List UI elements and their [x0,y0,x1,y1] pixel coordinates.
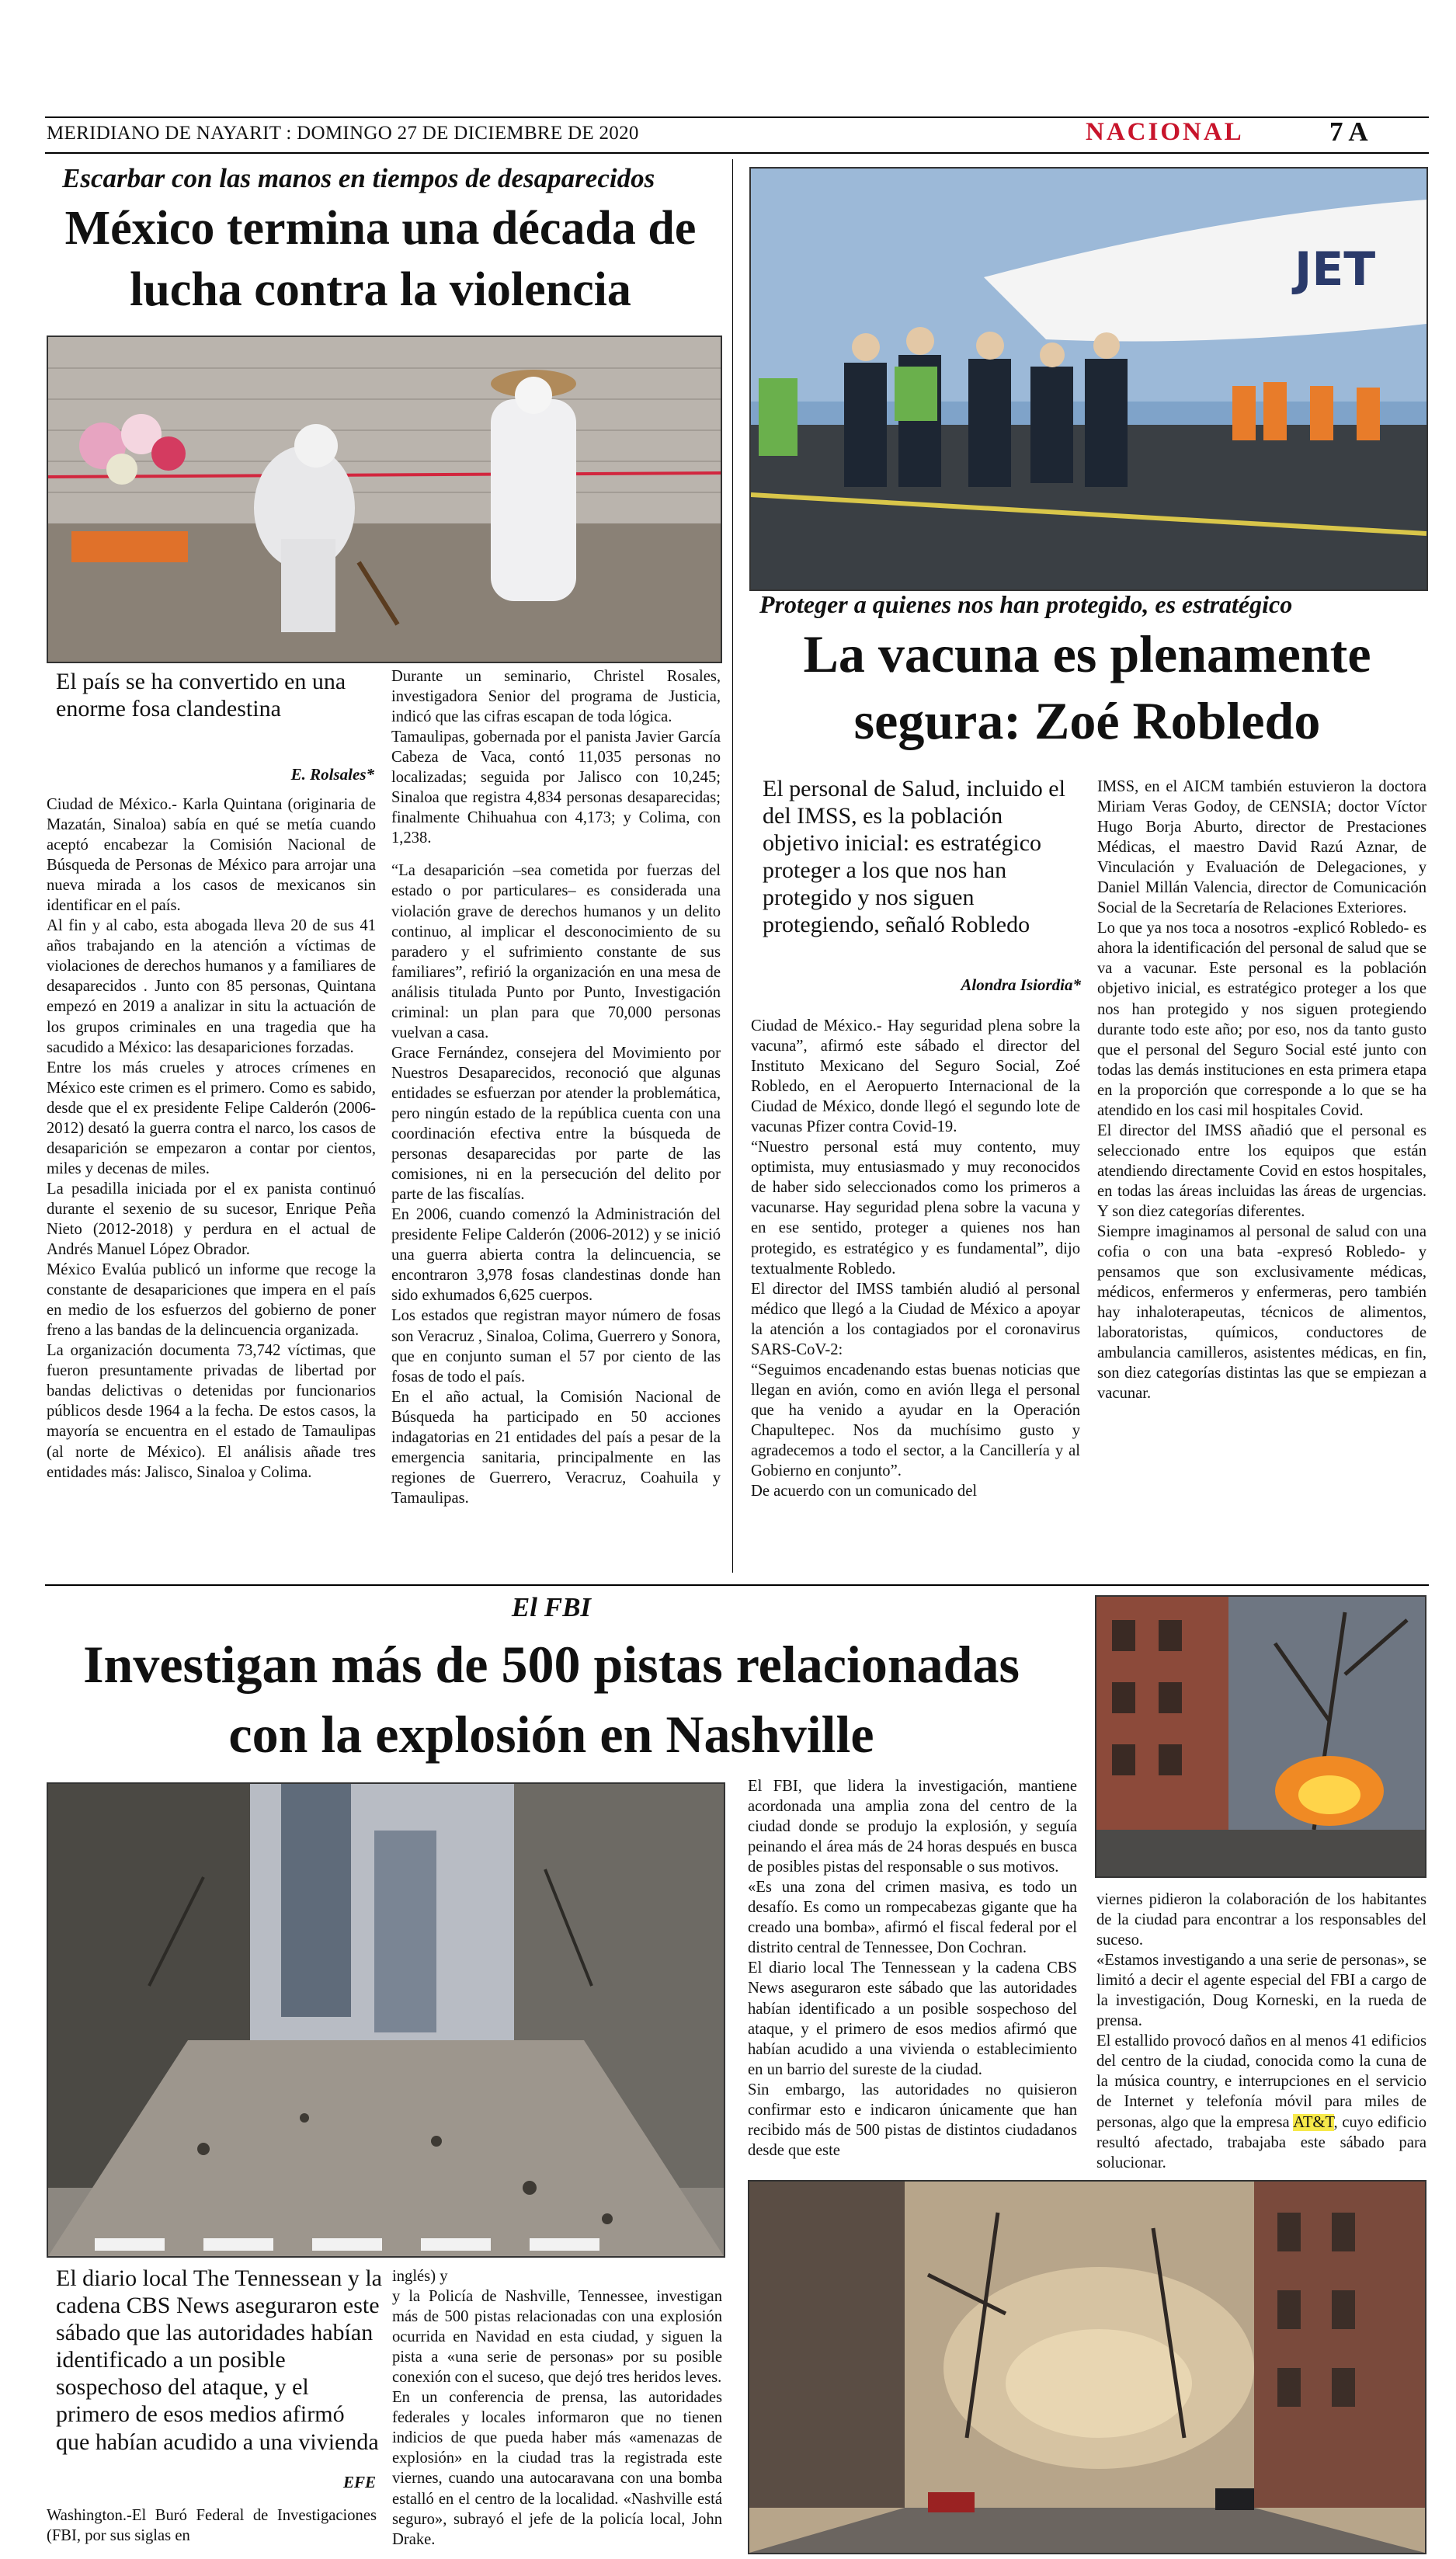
article2-deck: El personal de Salud, incluido el del IMSS, es la población objetivo inicial: es estratégico proteger a los que nos han protegido y nos siguen protegiendo, señaló Robledo [763,776,1065,938]
paragraph: El diario local The Tennessean y la cadena CBS News aseguraron este sábado que las autoridades habían identificado a un posible sospechoso del ataque, y el primero de esos medios afirmó que habían acudido a una vivienda o establecimiento en un barrio del sureste de la ciudad. [748,1959,1077,2078]
paragraph: La organización documenta 73,742 víctimas, que fueron presuntamente privadas de libertad por bandas delictivas o detenidas por funcionarios públicos desde 1964 a la fecha. De estos casos, la mayoría se encuentra en el estado de Tamaulipas (al norte de México). El análisis añade tres entidades más: Jalisco, Sinaloa y Colima. [47,1342,376,1481]
paragraph: Sin embargo, las autoridades no quisieron confirmar esto e indicaron únicamente que han recibido más de 500 pistas de distintos ciudadanos desde que este [748,2081,1077,2159]
article1-headline: México termina una década de lucha contra la violencia [64,202,697,317]
svg-text:JET: JET [1294,242,1376,297]
paragraph: Lo que ya nos toca a nosotros -explicó Robledo- es ahora la identificación del personal de salud que se va a vacunar. Este personal es la población objetivo inicial, es estratégico proteger a los que nos han protegido y nos siguen protegiendo durante todo este año; por eso, nos da tanto gusto que el personal del Seguro Social esté junto con todas las demás instituciones en esta primera etapa en la proporción que corresponde a lo que se ha atendido en los casi mil hospitales Covid. [1097,920,1426,1119]
paragraph: y la Policía de Nashville, Tennessee, investigan más de 500 pistas relacionadas con una explosión ocurrida en Navidad en esta ciudad, y siguen la pista a «una serie de personas» por su posible conexión con el suceso, que dejó tres heridos leves. [392,2288,722,2387]
article3-column-d [1096,1890,1426,2173]
article2-kicker: Proteger a quienes nos han protegido, es estratégico [759,590,1293,618]
article1-column-2 [391,666,721,1508]
text-run: El estallido provocó daños en al menos 41 edificios del centro de la ciudad, conocida como la cuna de la música country, e interrupciones en el servicio de Internet y telefonía móvil para miles de personas, algo que la empresa [1096,2032,1426,2131]
page-number: 7 A [1329,116,1368,147]
article2-photo [749,167,1428,591]
paragraph: En 2006, cuando comenzó la Administración del presidente Felipe Calderón (2006-2012) y se inició una guerra abierta contra la delincuencia, se encontraron 3,978 fosas clandestinas donde han sido exhumados 6,625 cuerpos. [391,1206,721,1305]
highlighted-text: AT&T [1293,2113,1334,2131]
article3-column-b [392,2266,722,2550]
paragraph: «Estamos investigando a una serie de personas», se limitó a decir el agente especial del FBI a cargo de la investigación, Doug Korneski, en la rueda de prensa. [1096,1952,1426,2030]
paragraph [1096,2031,1426,2172]
paragraph: Grace Fernández, consejera del Movimiento por Nuestros Desaparecidos, reconoció que algunas entidades se esfuerzan por atender la problemática, pero ningún estado de la república cuenta con una coordinación efectiva entre la búsqueda de personas desaparecidas por parte de las comisiones, ni en la persecución del delito por parte de las fiscalías. [391,1044,721,1204]
article3-headline: Investigan más de 500 pistas relacionadas con la explosión en Nashville [83,1635,1020,1765]
article1-deck: El país se ha convertido en una enorme fosa clandestina [56,669,346,722]
article2-column-2 [1097,777,1426,1403]
paragraph: Durante un seminario, Christel Rosales, investigadora Senior del programa de Justicia, indicó que las cifras escapan de toda lógica. [391,668,721,726]
column-divider [732,159,733,1573]
article1-column-1 [47,794,376,1483]
article2-headline: La vacuna es plenamente segura: Zoé Robledo [803,624,1371,750]
article3-byline: EFE [342,2473,376,2491]
paragraph: Al fin y al cabo, esta abogada lleva 20 de sus 41 años trabajando en la atención a víctimas de violaciones de derechos humanos y a familiares de desaparecidos . Junto con 85 personas, Quintana empezó en 2019 a analizar in situ la actuación de los grupos criminales en una tragedia que ha sacudido a México: las desapariciones forzadas. [47,917,376,1056]
paragraph: El director del IMSS añadió que el personal es seleccionado entre los equipos que están atendiendo directamente Covid en estos hospitales, en todas las áreas incluidas las áreas de urgencias. Y son diez categorías diferentes. [1097,1121,1426,1220]
paragraph: inglés) y [392,2268,448,2285]
paragraph: IMSS, en el AICM también estuvieron la doctora Miriam Veras Godoy, de CENSIA; doctor Víctor Hugo Borja Aburto, director de Prestaciones Médicas, el maestro David Razú Aznar, de Vinculación y Evaluación de Delegaciones, y Daniel Millán Valencia, director de Comunicación Social de la Secretaría de Relaciones Exteriores. [1097,778,1426,917]
section-divider [45,1584,1429,1586]
article3-column-c [748,1776,1077,2161]
article3-right-top-photo [1095,1595,1426,1878]
article2-byline: Alondra Isiordia* [961,975,1081,994]
paragraph: Tamaulipas, gobernada por el panista Javier García Cabeza de Vaca, contó 11,035 personas no localizadas; seguida por Jalisco con 10,245; Sinaloa que registra 4,834 personas desaparecidas; finalmente Chihuahua con 4,173; y Colima, con 1,238. [391,728,721,847]
article2-column-1 [751,1016,1080,1501]
article1-photo [47,336,722,663]
article1-kicker: Escarbar con las manos en tiempos de desaparecidos [62,163,655,193]
header-rule [45,152,1429,154]
paragraph: Entre los más crueles y atroces crímenes en México este crimen es el primero. Como es sabido, desde que el ex presidente Felipe Calderón (2006-2012) desató la guerra contra el narco, los casos de desaparición se empezaron a contar por cientos, miles y decenas de miles. [47,1059,376,1177]
article3-column-a [47,2505,377,2546]
paragraph: Ciudad de México.- Karla Quintana (originaria de Mazatán, Sinaloa) sabía en qué se metía cuando aceptó encabezar la Comisión Nacional de Búsqueda de Personas de México para arrojar una nueva mirada a los casos de mexicanos sin identificar en el país. [47,796,376,915]
paragraph: La pesadilla iniciada por el ex panista continuó durante el sexenio de su sucesor, Enrique Peña Nieto (2012-2018) y perdura en el actual de Andrés Manuel López Obrador. [47,1180,376,1259]
article1-byline: E. Rolsales* [290,765,374,784]
paragraph: «Es una zona del crimen masiva, es todo un desafío. Es como un rompecabezas gigante que ha creado una bomba», afirmó el fiscal federal por el distrito central de Tennessee, Don Cochran. [748,1879,1077,1957]
paragraph: Los estados que registran mayor número de fosas son Veracruz , Sinaloa, Colima, Guerrero y Sonora, que en conjunto suman el 57 por ciento de las fosas de todo el país. [391,1307,721,1386]
paragraph: El director del IMSS también aludió al personal médico que llegó a la Ciudad de México a apoyar la atención a los contagiados por el coronavirus SARS-CoV-2: [751,1280,1080,1358]
paragraph: En un conferencia de prensa, las autoridades federales y locales informaron que no tienen indicios de que pueda haber más «amenazas de explosión» en la ciudad tras la registrada este viernes, cuando una autocaravana con una bomba estalló en el centro de la localidad. «Nashville está seguro», subrayó el jefe de la policía local, John Drake. [392,2389,722,2548]
article3-deck: El diario local The Tennessean y la cadena CBS News aseguraron este sábado que las autoridades habían identificado a un posible sospechoso del ataque, y el primero de esos medios afirmó que habían acudido a una vivienda [56,2265,382,2455]
text-run: , cuyo edificio resultó afectado, trabajaba este sábado para solucionar. [1096,2113,1427,2171]
paragraph: “La desaparición –sea cometida por fuerzas del estado o por particulares– es considerada una violación grave de derechos humanos y un delito continuo, al implicar el desconocimiento de su paradero y el sufrimiento constante de sus familiares”, refirió la organización en una mesa de análisis titulada Punto por Punto, Investigación criminal: un plan para que 70,000 personas vuelvan a casa. [391,862,721,1041]
paragraph: En el año actual, la Comisión Nacional de Búsqueda ha participado en 50 acciones indagatorias en 21 entidades del país a pesar de la emergencia sanitaria, principalmente en las regiones de Guerrero, Veracruz, Coahuila y Tamaulipas. [391,1388,721,1507]
article3-kicker: El FBI [511,1592,592,1622]
paragraph: Ciudad de México.- Hay seguridad plena sobre la vacuna”, afirmó este sábado el director del Instituto Mexicano del Seguro Social, Zoé Robledo, en el Aeropuerto Internacional de la Ciudad de México, donde llegó el segundo lote de vacunas Pfizer contra Covid-19. [751,1017,1080,1136]
paragraph: “Seguimos encadenando estas buenas noticias que llegan en avión, como en avión llega el personal que ha venido a ayudar en la Operación Chapultepec. Nos da muchísimo gusto y agradecemos a todo el sector, a la Cancillería y al Gobierno en conjunto”. [751,1361,1080,1480]
paper-dateline: MERIDIANO DE NAYARIT : DOMINGO 27 DE DICIEMBRE DE 2020 [47,123,639,144]
paragraph: Washington.-El Buró Federal de Investigaciones (FBI, por sus siglas en [47,2507,377,2545]
paragraph: México Evalúa publicó un informe que recoge la constante de desapariciones que impera en el país en medio de los esfuerzos del gobierno de poner freno a las bandas de la delincuencia organizada. [47,1261,376,1340]
paragraph: De acuerdo con un comunicado del [751,1483,978,1500]
paragraph: El FBI, que lidera la investigación, mantiene acordonada una amplia zona del centro de la ciudad donde se produjo la explosión, y seguía peinando el área más de 24 horas después en busca de posibles pistas del responsable o sus motivos. [748,1778,1077,1876]
paragraph: “Nuestro personal está muy contento, muy optimista, muy entusiasmado y muy reconocidos de haber sido seleccionados como los primeros a vacunarse. Hay seguridad plena sobre la vacuna y en ese sentido, proteger a quienes nos han protegido, es estratégico y es fundamental”, dijo textualmente Robledo. [751,1139,1080,1278]
paragraph: Siempre imaginamos al personal de salud con una cofia o con una bata -expresó Robledo- y pensamos que son exclusivamente médicas, médicos, enfermeros y enfermeras, pero también hay inhaloterapeutas, técnicos de alimentos, laboratoristas, químicos, conductores de ambulancia camilleros, asistentes médicas, en fin, son diez categorías distintas las que se empiezan a vacunar. [1097,1223,1426,1403]
paragraph: viernes pidieron la colaboración de los habitantes de la ciudad para encontrar a los responsables del suceso. [1096,1891,1426,1949]
article3-main-photo [47,1782,725,2258]
article3-right-bottom-photo [748,2180,1426,2554]
section-label: NACIONAL [1086,118,1244,146]
